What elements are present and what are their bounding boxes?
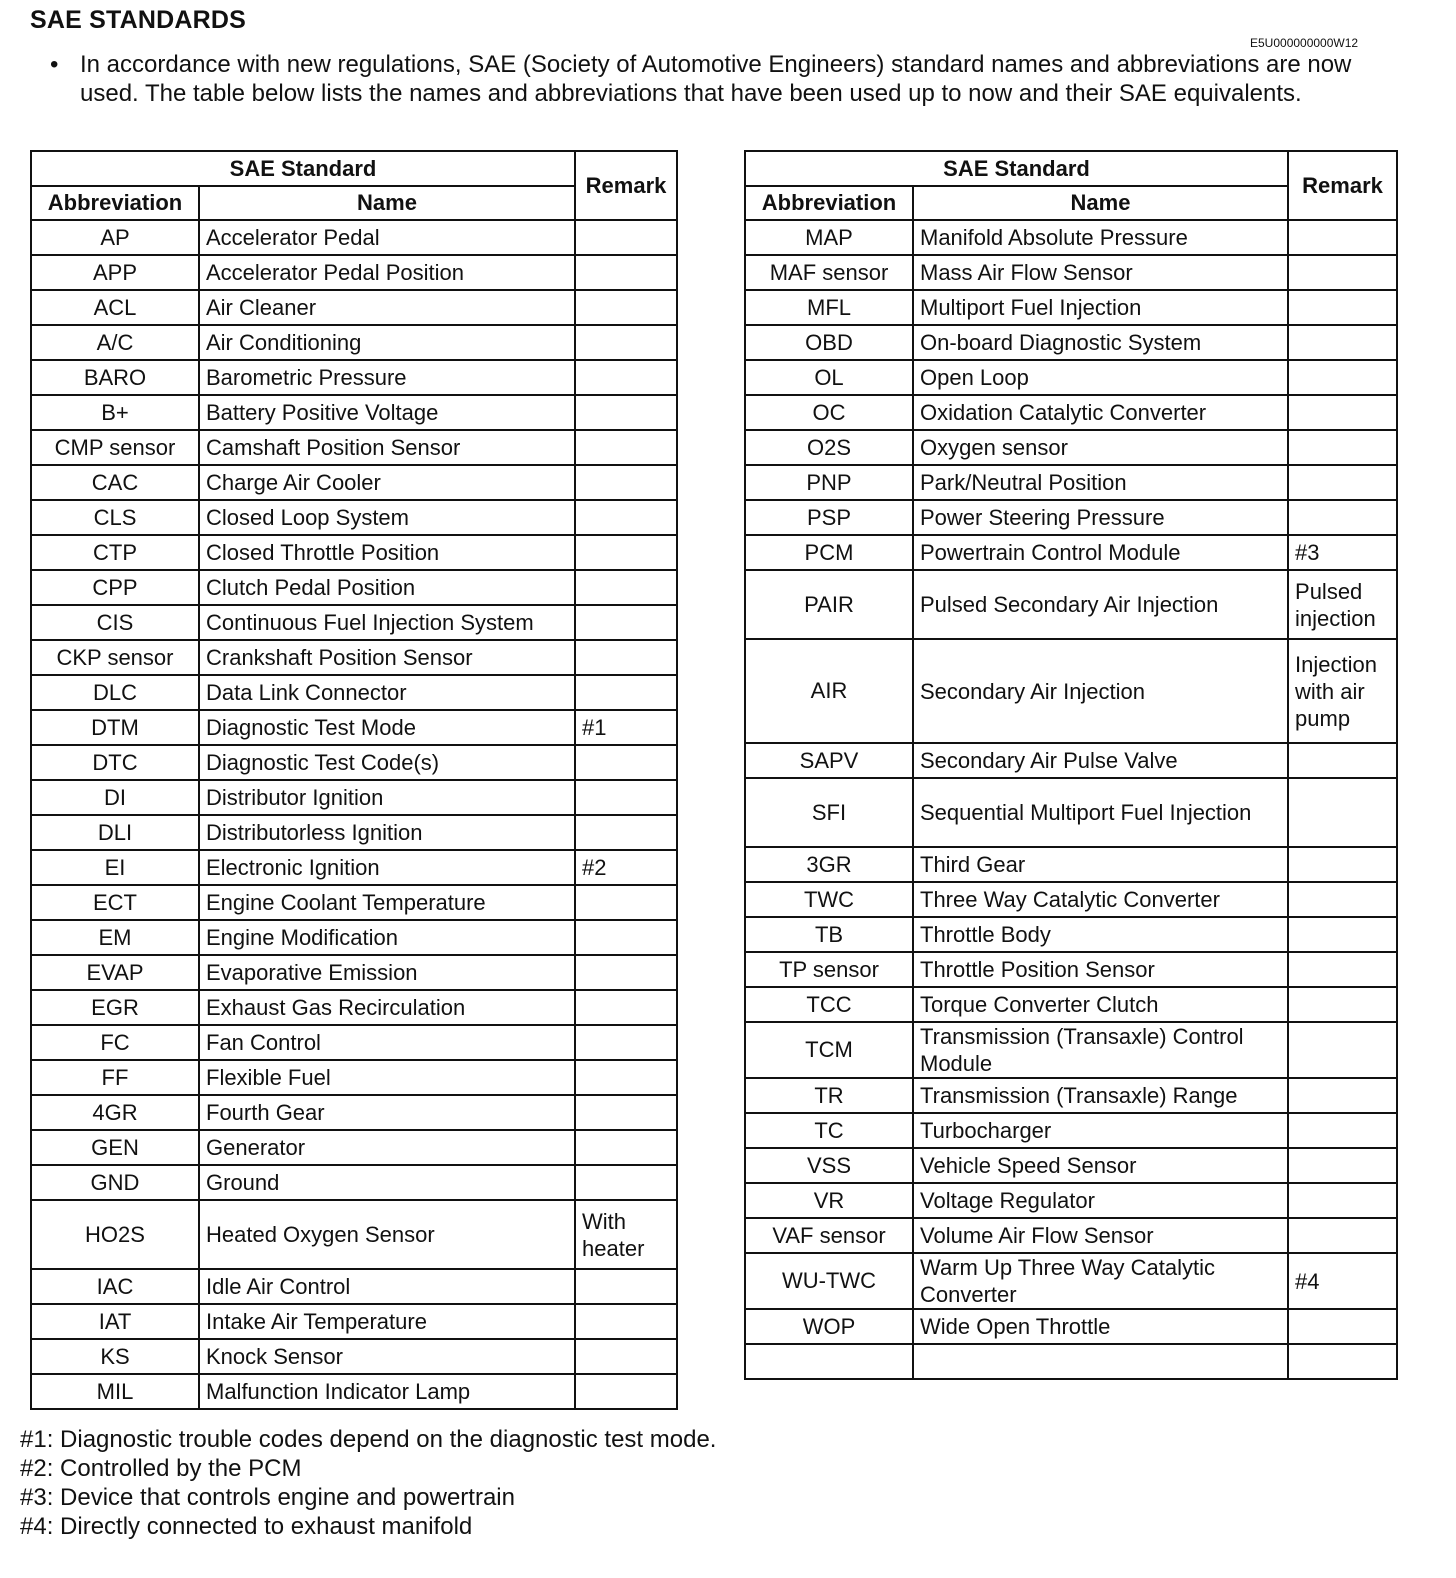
name-cell: Open Loop (913, 360, 1288, 395)
name-cell: Battery Positive Voltage (199, 395, 575, 430)
table-row (745, 500, 1397, 535)
remark-cell (575, 605, 677, 640)
table-row (31, 255, 677, 290)
page-title: SAE STANDARDS (30, 6, 247, 34)
table-row (31, 675, 677, 710)
remark-cell (1288, 220, 1397, 255)
table-row (31, 325, 677, 360)
remark-cell (1288, 360, 1397, 395)
abbreviation-cell: AIR (745, 639, 913, 743)
table-row (31, 885, 677, 920)
table-row (31, 465, 677, 500)
bullet-icon: • (50, 51, 59, 78)
remark-cell (575, 1060, 677, 1095)
abbreviation-cell: MAP (745, 220, 913, 255)
abbreviation-cell: SFI (745, 778, 913, 847)
table-row (745, 465, 1397, 500)
remark-cell (575, 990, 677, 1025)
name-cell: Closed Loop System (199, 500, 575, 535)
table-row (745, 290, 1397, 325)
name-cell: Barometric Pressure (199, 360, 575, 395)
name-cell: Air Cleaner (199, 290, 575, 325)
abbreviation-cell: DTC (31, 745, 199, 780)
intro-text: In accordance with new regulations, SAE (Society of Automotive Engineers) standard names and abbreviations are now used. The table below lists the names and abbreviations that have been used up to now and their SAE equivalents. (80, 51, 1352, 107)
remark-cell (1288, 1344, 1397, 1379)
right-abbreviation-table (744, 150, 1398, 1380)
footnotes (20, 1425, 716, 1541)
name-cell: Oxygen sensor (913, 430, 1288, 465)
abbreviation-cell: MAF sensor (745, 255, 913, 290)
table-row (745, 1309, 1397, 1344)
remark-cell: Pulsed injection (1288, 570, 1397, 639)
table-row (31, 815, 677, 850)
table-row (745, 255, 1397, 290)
abbreviation-cell: 4GR (31, 1095, 199, 1130)
remark-cell: #3 (1288, 535, 1397, 570)
name-cell: Knock Sensor (199, 1339, 575, 1374)
name-cell: Engine Coolant Temperature (199, 885, 575, 920)
remark-cell (1288, 430, 1397, 465)
abbreviation-cell: IAC (31, 1269, 199, 1304)
remark-cell (1288, 465, 1397, 500)
abbreviation-header: Abbreviation (31, 186, 199, 220)
abbreviation-cell: FC (31, 1025, 199, 1060)
footnote-3: #3: Device that controls engine and powertrain (20, 1484, 515, 1511)
table-row (31, 570, 677, 605)
name-cell: Mass Air Flow Sensor (913, 255, 1288, 290)
abbreviation-cell: FF (31, 1060, 199, 1095)
name-cell: Continuous Fuel Injection System (199, 605, 575, 640)
abbreviation-cell: OBD (745, 325, 913, 360)
remark-cell (1288, 847, 1397, 882)
remark-cell (1288, 917, 1397, 952)
remark-cell (575, 1165, 677, 1200)
remark-cell (575, 430, 677, 465)
remark-cell (1288, 325, 1397, 360)
name-cell: Generator (199, 1130, 575, 1165)
name-cell: Air Conditioning (199, 325, 575, 360)
remark-cell (575, 325, 677, 360)
remark-cell (575, 500, 677, 535)
table-row (745, 535, 1397, 570)
remark-cell (575, 1339, 677, 1374)
table-row (31, 1060, 677, 1095)
remark-header: Remark (1288, 151, 1397, 220)
name-cell: Multiport Fuel Injection (913, 290, 1288, 325)
name-cell: Engine Modification (199, 920, 575, 955)
abbreviation-cell: DLI (31, 815, 199, 850)
table-row (745, 570, 1397, 639)
abbreviation-cell: PNP (745, 465, 913, 500)
name-cell (913, 1344, 1288, 1379)
abbreviation-cell: CLS (31, 500, 199, 535)
intro-paragraph (50, 50, 1400, 108)
table-row (31, 1374, 677, 1409)
remark-cell (1288, 500, 1397, 535)
left-abbreviation-table (30, 150, 678, 1410)
name-cell: Third Gear (913, 847, 1288, 882)
sae-standard-header: SAE Standard (31, 151, 575, 186)
abbreviation-cell: CTP (31, 535, 199, 570)
name-cell: Intake Air Temperature (199, 1304, 575, 1339)
table-row (31, 500, 677, 535)
name-cell: Secondary Air Injection (913, 639, 1288, 743)
table-row (745, 1183, 1397, 1218)
table-row (745, 639, 1397, 743)
table-row (745, 220, 1397, 255)
remark-cell (575, 955, 677, 990)
abbreviation-cell: 3GR (745, 847, 913, 882)
remark-cell (575, 780, 677, 815)
abbreviation-cell: CIS (31, 605, 199, 640)
abbreviation-cell: TP sensor (745, 952, 913, 987)
abbreviation-cell: DI (31, 780, 199, 815)
abbreviation-cell: WOP (745, 1309, 913, 1344)
remark-cell (575, 220, 677, 255)
remark-cell (575, 395, 677, 430)
table-row (745, 987, 1397, 1022)
table-row (31, 360, 677, 395)
remark-cell (1288, 987, 1397, 1022)
name-cell: Secondary Air Pulse Valve (913, 743, 1288, 778)
table-row (31, 1165, 677, 1200)
table-row (745, 882, 1397, 917)
name-cell: Torque Converter Clutch (913, 987, 1288, 1022)
table-row (745, 1113, 1397, 1148)
table-row (745, 778, 1397, 847)
table-row (745, 917, 1397, 952)
table-row (745, 1253, 1397, 1309)
name-cell: Throttle Body (913, 917, 1288, 952)
name-cell: Sequential Multiport Fuel Injection (913, 778, 1288, 847)
name-cell: Heated Oxygen Sensor (199, 1200, 575, 1269)
name-cell: Flexible Fuel (199, 1060, 575, 1095)
name-cell: Three Way Catalytic Converter (913, 882, 1288, 917)
name-cell: Fourth Gear (199, 1095, 575, 1130)
table-row (745, 952, 1397, 987)
remark-cell (1288, 395, 1397, 430)
table-row (31, 430, 677, 465)
remark-header: Remark (575, 151, 677, 220)
name-cell: Camshaft Position Sensor (199, 430, 575, 465)
name-cell: Warm Up Three Way Catalytic Converter (913, 1253, 1288, 1309)
table-row (31, 1025, 677, 1060)
abbreviation-cell: B+ (31, 395, 199, 430)
remark-cell (575, 815, 677, 850)
table-row (745, 1218, 1397, 1253)
abbreviation-cell: ACL (31, 290, 199, 325)
table-row (31, 990, 677, 1025)
remark-cell: #2 (575, 850, 677, 885)
abbreviation-cell: OL (745, 360, 913, 395)
name-cell: Throttle Position Sensor (913, 952, 1288, 987)
table-row (31, 395, 677, 430)
name-cell: Crankshaft Position Sensor (199, 640, 575, 675)
abbreviation-cell: GND (31, 1165, 199, 1200)
name-cell: Pulsed Secondary Air Injection (913, 570, 1288, 639)
table-row (31, 1269, 677, 1304)
name-cell: Powertrain Control Module (913, 535, 1288, 570)
abbreviation-cell: KS (31, 1339, 199, 1374)
remark-cell (1288, 255, 1397, 290)
name-cell: Charge Air Cooler (199, 465, 575, 500)
table-row (31, 710, 677, 745)
table-row (31, 1095, 677, 1130)
abbreviation-cell: CKP sensor (31, 640, 199, 675)
table-row (31, 605, 677, 640)
name-cell: Volume Air Flow Sensor (913, 1218, 1288, 1253)
abbreviation-cell: APP (31, 255, 199, 290)
abbreviation-cell: EVAP (31, 955, 199, 990)
abbreviation-cell: SAPV (745, 743, 913, 778)
name-cell: Accelerator Pedal Position (199, 255, 575, 290)
abbreviation-cell: ECT (31, 885, 199, 920)
name-header: Name (199, 186, 575, 220)
remark-cell (575, 675, 677, 710)
table-row (745, 847, 1397, 882)
table-row (745, 325, 1397, 360)
name-cell: Turbocharger (913, 1113, 1288, 1148)
remark-cell (1288, 1022, 1397, 1078)
abbreviation-cell: AP (31, 220, 199, 255)
table-row (31, 745, 677, 780)
name-cell: Transmission (Transaxle) Control Module (913, 1022, 1288, 1078)
abbreviation-cell: EI (31, 850, 199, 885)
name-cell: Exhaust Gas Recirculation (199, 990, 575, 1025)
remark-cell (575, 360, 677, 395)
remark-cell (575, 535, 677, 570)
abbreviation-cell: HO2S (31, 1200, 199, 1269)
remark-cell (1288, 1309, 1397, 1344)
abbreviation-cell: O2S (745, 430, 913, 465)
remark-cell (575, 290, 677, 325)
remark-cell (575, 1269, 677, 1304)
abbreviation-cell: TCC (745, 987, 913, 1022)
abbreviation-cell: IAT (31, 1304, 199, 1339)
remark-cell (1288, 778, 1397, 847)
abbreviation-cell: GEN (31, 1130, 199, 1165)
remark-cell (1288, 882, 1397, 917)
name-cell: Idle Air Control (199, 1269, 575, 1304)
abbreviation-cell: CMP sensor (31, 430, 199, 465)
name-cell: Data Link Connector (199, 675, 575, 710)
name-cell: On-board Diagnostic System (913, 325, 1288, 360)
name-cell: Evaporative Emission (199, 955, 575, 990)
name-cell: Distributorless Ignition (199, 815, 575, 850)
remark-cell (575, 745, 677, 780)
abbreviation-cell: TR (745, 1078, 913, 1113)
name-cell: Power Steering Pressure (913, 500, 1288, 535)
remark-cell: Injection with air pump (1288, 639, 1397, 743)
remark-cell (575, 1130, 677, 1165)
table-row (745, 743, 1397, 778)
footnote-1: #1: Diagnostic trouble codes depend on the diagnostic test mode. (20, 1426, 717, 1453)
abbreviation-cell: TCM (745, 1022, 913, 1078)
abbreviation-cell: VR (745, 1183, 913, 1218)
remark-cell (575, 885, 677, 920)
name-cell: Transmission (Transaxle) Range (913, 1078, 1288, 1113)
table-row (31, 1130, 677, 1165)
table-row (31, 955, 677, 990)
name-cell: Accelerator Pedal (199, 220, 575, 255)
remark-cell (575, 640, 677, 675)
table-row (31, 1200, 677, 1269)
remark-cell (1288, 743, 1397, 778)
table-row (745, 360, 1397, 395)
name-cell: Wide Open Throttle (913, 1309, 1288, 1344)
table-row (31, 290, 677, 325)
name-cell: Fan Control (199, 1025, 575, 1060)
table-row (31, 920, 677, 955)
table-row (31, 220, 677, 255)
abbreviation-cell: EM (31, 920, 199, 955)
table-row (31, 780, 677, 815)
abbreviation-cell: PCM (745, 535, 913, 570)
abbreviation-header: Abbreviation (745, 186, 913, 220)
abbreviation-cell: WU-TWC (745, 1253, 913, 1309)
table-row (31, 850, 677, 885)
abbreviation-cell: VAF sensor (745, 1218, 913, 1253)
name-cell: Electronic Ignition (199, 850, 575, 885)
name-header: Name (913, 186, 1288, 220)
remark-cell (1288, 952, 1397, 987)
abbreviation-cell: BARO (31, 360, 199, 395)
abbreviation-cell: DTM (31, 710, 199, 745)
abbreviation-cell: OC (745, 395, 913, 430)
remark-cell (575, 1304, 677, 1339)
remark-cell (575, 1095, 677, 1130)
abbreviation-cell (745, 1344, 913, 1379)
name-cell: Clutch Pedal Position (199, 570, 575, 605)
table-row (31, 640, 677, 675)
remark-cell (575, 465, 677, 500)
remark-cell (1288, 1113, 1397, 1148)
name-cell: Voltage Regulator (913, 1183, 1288, 1218)
remark-cell: #1 (575, 710, 677, 745)
name-cell: Manifold Absolute Pressure (913, 220, 1288, 255)
abbreviation-cell: TB (745, 917, 913, 952)
abbreviation-cell: PSP (745, 500, 913, 535)
remark-cell (1288, 1148, 1397, 1183)
remark-cell (1288, 290, 1397, 325)
abbreviation-cell: VSS (745, 1148, 913, 1183)
name-cell: Malfunction Indicator Lamp (199, 1374, 575, 1409)
remark-cell (575, 920, 677, 955)
table-row (745, 395, 1397, 430)
name-cell: Diagnostic Test Code(s) (199, 745, 575, 780)
name-cell: Ground (199, 1165, 575, 1200)
abbreviation-cell: PAIR (745, 570, 913, 639)
remark-cell (1288, 1078, 1397, 1113)
table-row (31, 535, 677, 570)
abbreviation-cell: DLC (31, 675, 199, 710)
remark-cell (1288, 1183, 1397, 1218)
document-code: E5U000000000W12 (1250, 36, 1359, 50)
table-row (745, 1078, 1397, 1113)
remark-cell (575, 1025, 677, 1060)
footnote-4: #4: Directly connected to exhaust manifold (20, 1513, 473, 1540)
abbreviation-cell: TC (745, 1113, 913, 1148)
abbreviation-cell: CAC (31, 465, 199, 500)
name-cell: Vehicle Speed Sensor (913, 1148, 1288, 1183)
name-cell: Diagnostic Test Mode (199, 710, 575, 745)
remark-cell: #4 (1288, 1253, 1397, 1309)
abbreviation-cell: CPP (31, 570, 199, 605)
abbreviation-cell: EGR (31, 990, 199, 1025)
table-row (31, 1339, 677, 1374)
table-row (745, 1344, 1397, 1379)
remark-cell (1288, 1218, 1397, 1253)
remark-cell (575, 255, 677, 290)
remark-cell (575, 570, 677, 605)
remark-cell (575, 1374, 677, 1409)
name-cell: Distributor Ignition (199, 780, 575, 815)
name-cell: Closed Throttle Position (199, 535, 575, 570)
abbreviation-cell: MFL (745, 290, 913, 325)
table-row (31, 1304, 677, 1339)
name-cell: Park/Neutral Position (913, 465, 1288, 500)
remark-cell: With heater (575, 1200, 677, 1269)
table-row (745, 1022, 1397, 1078)
table-row (745, 430, 1397, 465)
abbreviation-cell: MIL (31, 1374, 199, 1409)
footnote-2: #2: Controlled by the PCM (20, 1455, 302, 1482)
abbreviation-cell: A/C (31, 325, 199, 360)
table-row (745, 1148, 1397, 1183)
abbreviation-cell: TWC (745, 882, 913, 917)
name-cell: Oxidation Catalytic Converter (913, 395, 1288, 430)
sae-standard-header: SAE Standard (745, 151, 1288, 186)
